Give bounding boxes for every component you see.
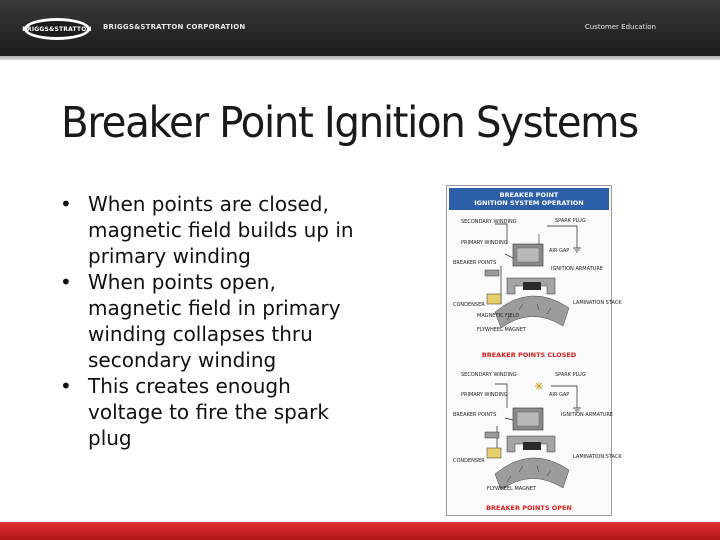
diagram-title-line1: BREAKER POINT xyxy=(499,191,559,199)
ignition-diagram xyxy=(446,185,622,516)
label-flywheel-magnet: FLYWHEEL MAGNET xyxy=(487,486,536,492)
caption-points-closed: BREAKER POINTS CLOSED xyxy=(481,351,577,359)
label-flywheel-magnet: FLYWHEEL MAGNET xyxy=(477,327,526,333)
label-breaker-points: BREAKER POINTS xyxy=(453,260,497,266)
department-label: Customer Education xyxy=(584,23,656,31)
header-bar xyxy=(0,0,720,58)
bullet-list xyxy=(60,191,360,451)
header-divider xyxy=(0,56,720,60)
caption-points-open: BREAKER POINTS OPEN xyxy=(486,504,572,512)
label-primary-winding: PRIMARY WINDING xyxy=(461,240,508,246)
label-spark-plug: SPARK PLUG xyxy=(555,218,586,224)
diagram-title xyxy=(449,188,609,210)
bullet-item: • When points are closed, magnetic field builds up in primary winding xyxy=(60,191,360,269)
briggs-stratton-logo xyxy=(24,18,90,40)
label-air-gap: AIR GAP xyxy=(549,248,570,254)
label-primary-winding: PRIMARY WINDING xyxy=(461,392,508,398)
label-breaker-points: BREAKER POINTS xyxy=(453,412,497,418)
corporation-name: BRIGGS&STRATTON CORPORATION xyxy=(103,23,246,31)
label-condenser: CONDENSER xyxy=(453,458,485,464)
label-ignition-armature: IGNITION ARMATURE xyxy=(561,412,613,418)
label-magnetic-field: MAGNETIC FIELD xyxy=(477,313,520,319)
logo-text: BRIGGS&STRATTON xyxy=(27,21,87,37)
label-ignition-armature: IGNITION ARMATURE xyxy=(551,266,603,272)
label-secondary-winding: SECONDARY WINDING xyxy=(461,219,517,225)
footer-bar xyxy=(0,522,720,540)
diagram-title-line2: IGNITION SYSTEM OPERATION xyxy=(474,199,584,207)
label-spark-plug: SPARK PLUG xyxy=(555,372,586,378)
label-lamination-stack: LAMINATION STACK xyxy=(573,454,622,460)
label-secondary-winding: SECONDARY WINDING xyxy=(461,372,517,378)
bullet-item: • This creates enough voltage to fire the spark plug xyxy=(60,373,360,451)
label-lamination-stack: LAMINATION STACK xyxy=(573,300,622,306)
label-air-gap: AIR GAP xyxy=(549,392,570,398)
slide-title: Breaker Point Ignition Systems xyxy=(61,98,638,148)
bullet-item: • When points open, magnetic field in primary winding collapses thru secondary winding xyxy=(60,269,360,373)
label-condenser: CONDENSER xyxy=(453,302,485,308)
